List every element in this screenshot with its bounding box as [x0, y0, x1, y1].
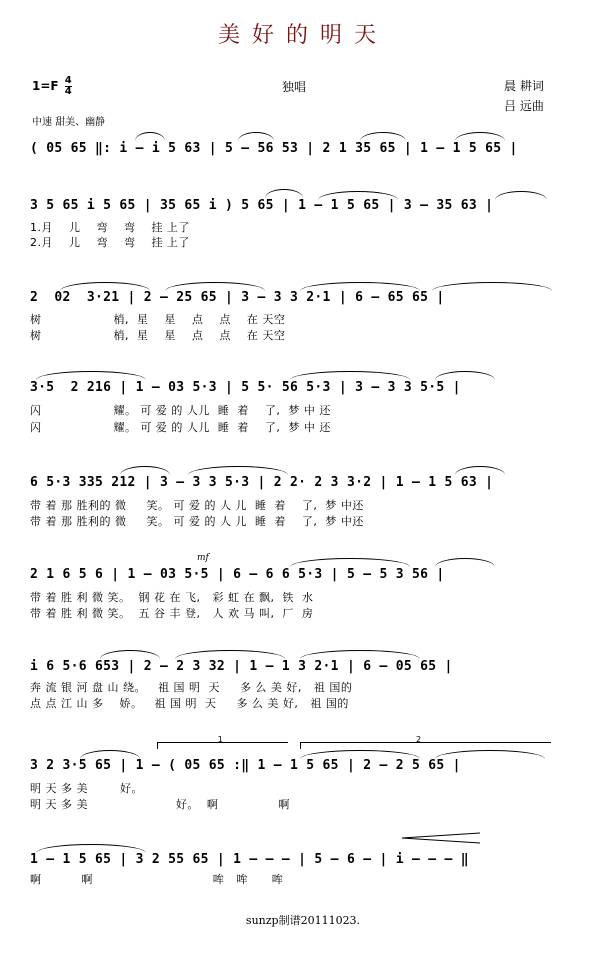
slur [238, 132, 274, 141]
slur [290, 558, 410, 567]
lyrics-system-2-verse-1: 1.月 儿 弯 弯 挂 上了 [30, 221, 190, 234]
notation-system-6: 2 1 6 5 6 | 1 – 03 5·5 | 6 – 6 6 5·3 | 5 – 5 3 56 | [30, 567, 445, 582]
lyrics-system-5-verse-2: 带 着 那 胜利的 微 笑。 可 爱 的 人 儿 睡 着 了, 梦 中还 [30, 515, 364, 528]
slur [165, 282, 265, 291]
lyrics-system-3-verse-1: 树 梢, 星 星 点 点 在 天空 [30, 313, 286, 326]
slur [495, 191, 547, 200]
lyrics-system-6-verse-1: 带 着 胜 利 微 笑。 钢 花 在 飞, 彩 虹 在 飘, 铁 水 [30, 591, 314, 604]
slur [265, 189, 303, 198]
slur [100, 650, 160, 659]
slur [360, 132, 406, 141]
lyrics-system-5-verse-1: 带 着 那 胜利的 微 笑。 可 爱 的 人 儿 睡 着 了, 梦 中还 [30, 499, 364, 512]
slur [60, 282, 150, 291]
lyrics-system-4-verse-2: 闪 耀。 可 爱 的 人儿 睡 着 了, 梦 中 还 [30, 421, 331, 434]
slur [435, 371, 495, 380]
slur [455, 132, 505, 141]
notation-system-4: 3·5 2 216 | 1 – 03 5·3 | 5 5· 56 5·3 | 3 – 3 3 5·5 | [30, 380, 461, 395]
lyrics-system-2-verse-2: 2.月 儿 弯 弯 挂 上了 [30, 236, 190, 249]
slur [300, 750, 420, 759]
slur [135, 132, 165, 141]
lyrics-system-9: 啊 啊 哞 哞 哞 [30, 873, 284, 886]
tempo-marking: 中速 甜美、幽静 [32, 117, 106, 128]
lyrics-system-7-verse-1: 奔 流 银 河 盘 山 绕。 祖 国 明 天 多 么 美 好, 祖 国的 [30, 681, 353, 694]
footer-credit: sunzp制谱20111023. [245, 914, 361, 927]
slur [432, 282, 552, 291]
slur [435, 750, 545, 759]
slur [80, 750, 140, 759]
notation-system-2: 3 5 65 i 5 65 | 35 65 i ) 5 65 | 1 – 1 5 65 | 3 – 35 63 | [30, 198, 494, 213]
performance-type: 独唱 [282, 80, 307, 94]
dynamic-marking: mf [197, 553, 209, 563]
time-numerator: 4 [64, 75, 72, 86]
lyrics-system-3-verse-2: 树 梢, 星 星 点 点 在 天空 [30, 329, 286, 342]
second-ending-bracket [300, 735, 551, 749]
composer-credit: 吕 远曲 [504, 99, 544, 113]
notation-system-3: 2 02 3·21 | 2 – 25 65 | 3 – 3 3 2·1 | 6 – 65 65 | [30, 290, 445, 305]
volta-2-label: 2 [416, 735, 422, 744]
notation-system-9: 1 – 1 5 65 | 3 2 55 65 | 1 – – – | 5 – 6 – | i – – – ‖ [30, 852, 469, 867]
key-text: 1=F [32, 79, 59, 93]
lyrics-system-7-verse-2: 点 点 江 山 多 娇。 祖 国 明 天 多 么 美 好, 祖 国的 [30, 697, 349, 710]
song-title: 美好的明天 [217, 23, 388, 48]
crescendo-hairpin [402, 832, 480, 844]
slur [435, 558, 495, 567]
lyrics-system-8-verse-2: 明 天 多 美 好。 啊 啊 [30, 798, 290, 811]
slur [455, 466, 505, 475]
slur [175, 650, 285, 659]
slur [290, 371, 410, 380]
time-signature [65, 76, 72, 97]
slur [36, 844, 146, 853]
time-denominator: 4 [64, 86, 72, 97]
slur [300, 650, 420, 659]
slur [300, 282, 420, 291]
notation-system-7: i 6 5·6 653 | 2 – 2 3 32 | 1 – 1 3 2·1 | 6 – 05 65 | [30, 659, 453, 674]
notation-system-1: ( 05 65 ‖: i – i 5 63 | 5 – 56 53 | 2 1 35 65 | 1 – 1 5 65 | [30, 141, 518, 156]
first-ending-bracket [157, 735, 288, 749]
notation-system-5: 6 5·3 335 212 | 3 – 3 3 5·3 | 2 2· 2 3 3·2 | 1 – 1 5 63 | [30, 475, 494, 490]
lyrics-system-4-verse-1: 闪 耀。 可 爱 的 人儿 睡 着 了, 梦 中 还 [30, 404, 331, 417]
lyrics-system-8-verse-1: 明 天 多 美 好。 [30, 782, 143, 795]
volta-1-label: 1 [217, 735, 223, 744]
lyrics-system-6-verse-2: 带 着 胜 利 微 笑。 五 谷 丰 登, 人 欢 马 叫, 厂 房 [30, 607, 314, 620]
slur [318, 191, 398, 200]
lyricist-credit: 晨 耕词 [504, 79, 544, 93]
slur [188, 466, 288, 475]
slur [120, 466, 170, 475]
key-signature [32, 76, 72, 97]
slur [36, 371, 146, 380]
notation-system-8: 3 2 3·5 65 | 1 – ( 05 65 :‖ 1 – 1 5 65 | 2 – 2 5 65 | [30, 758, 461, 773]
